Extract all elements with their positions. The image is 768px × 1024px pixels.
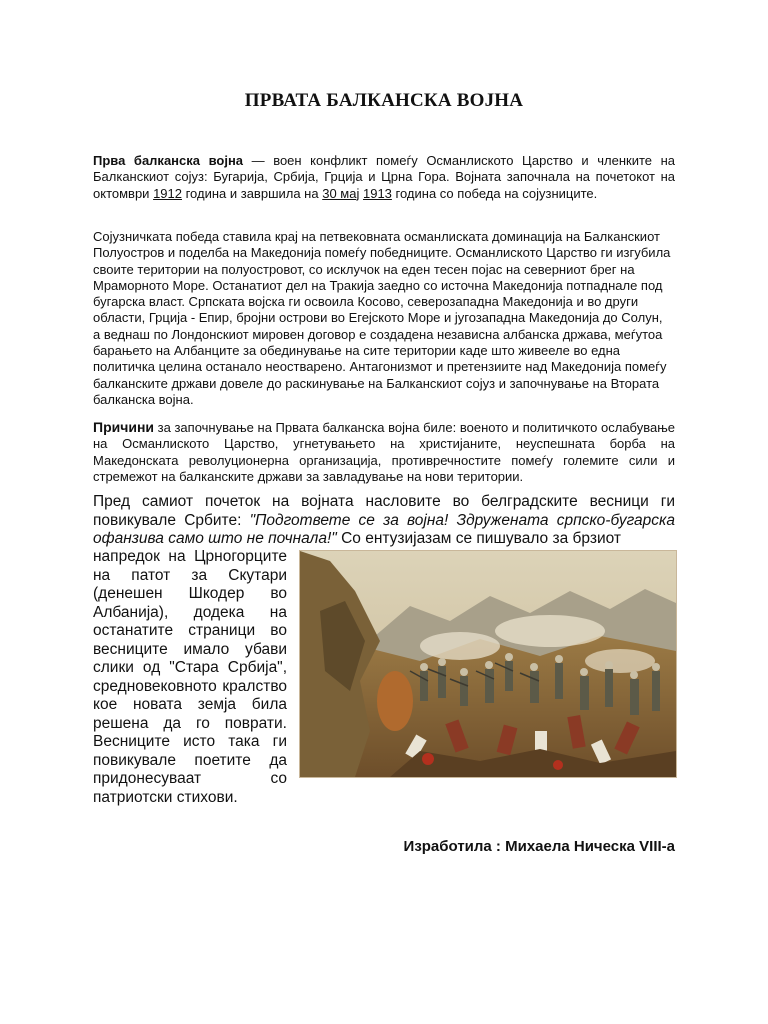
serbia-link[interactable]: Србија — [273, 169, 315, 185]
montenegro-link[interactable]: Црна Гора — [381, 169, 446, 185]
intro-text: — воен конфликт помеѓу — [243, 153, 427, 168]
intro-paragraph — [93, 153, 675, 202]
greece-link[interactable]: Грција — [324, 169, 363, 185]
causes-paragraph — [93, 419, 675, 485]
belgrade-text: Пред самиот почеток на војната насловите во белградските весници ги повикувале Србите: — [93, 493, 675, 529]
battle-painting-image — [299, 550, 677, 778]
bulgaria-link[interactable]: Бугарија — [213, 169, 265, 185]
intro-text: и — [362, 169, 382, 185]
year-1912-link[interactable]: 1912 — [153, 185, 182, 201]
intro-text: , — [264, 169, 274, 185]
date-30-may-link[interactable]: 30 мај — [322, 185, 360, 201]
intro-text: . Војната започнала на почетокот на октомври — [93, 169, 676, 201]
balkan-league-link[interactable]: Балканскиот сојуз — [93, 169, 204, 185]
outcome-paragraph: Сојузничката победа ставила крај на петвековната османлиската доминација на Балканскиот Полуостров и поделба на Македонија помеѓу победниците. Османлиското Царство ги изгубила своите територии на полуостровот, со исклучок на еден тесен појас на северниот брег на Мраморното Море. Останатиот дел на Тракија заедно со источна Македонија потпаднале под бугарска власт. Српската војска ги освоила Косово, северозападна Македонија и во други области, Грција - Епир, бројни острови во Егејското Море и југозападна Македонија до Солун, а веднаш по Лондонскиот мировен договор е создадена независна албанска држава, меѓутоа барањето на Албанците за обединување на сите територии каде што живееле во една политичка целина останало неостварено. Антагонизмот и претензиите над Македонија помеѓу балканските држави довеле до раскинување на Балканскиот сојуз и започнување на Втората балканска војна. — [93, 229, 671, 407]
year-1913-link[interactable]: 1913 — [362, 185, 392, 201]
causes-lead: Причини — [93, 419, 155, 435]
ottoman-link[interactable]: Османлиското Царство — [426, 153, 573, 168]
intro-text: и членките на — [572, 153, 675, 168]
newspaper-quote: "Подгответе се за војна! Здружената српско-бугарска офанзива само што не почнала!" — [93, 511, 675, 547]
intro-text: година со победа на сојузниците. — [391, 185, 598, 201]
causes-text: за започнување на Првата балканска војна биле: военото и политичкото ослабување на Османлиското Царство, угнетувањето на христијаните, неуспешната борба на Македонската револуционерна организација, противречностите помеѓу големите сили и стремежот на балканските држави за завладување на нови територии. — [93, 420, 675, 484]
belgrade-text: Со ентузијазам се пишувало за брзиот — [336, 530, 621, 547]
page-title: ПРВАТА БАЛКАНСКА ВОЈНА — [244, 90, 524, 111]
belgrade-continuation: напредок на Црногорците на патот за Скутари (денешен Шкодер во Албанија), додека на останатите страници во весниците имало убави слики од "Стара Србија", средновековното кралство кое новата земја била решена да го поврати. Весниците исто така ги повикувале поетите да придонесуваат со патриотски стихови. — [93, 548, 287, 806]
intro-text: година и завршила на — [181, 185, 323, 201]
intro-lead: Прва балканска војна — [93, 153, 244, 168]
intro-text: , — [314, 169, 325, 185]
intro-text: : — [203, 169, 214, 185]
belgrade-paragraph — [93, 493, 675, 549]
author-signature: Изработила : Михаела Ническа VIII-а — [403, 838, 675, 855]
